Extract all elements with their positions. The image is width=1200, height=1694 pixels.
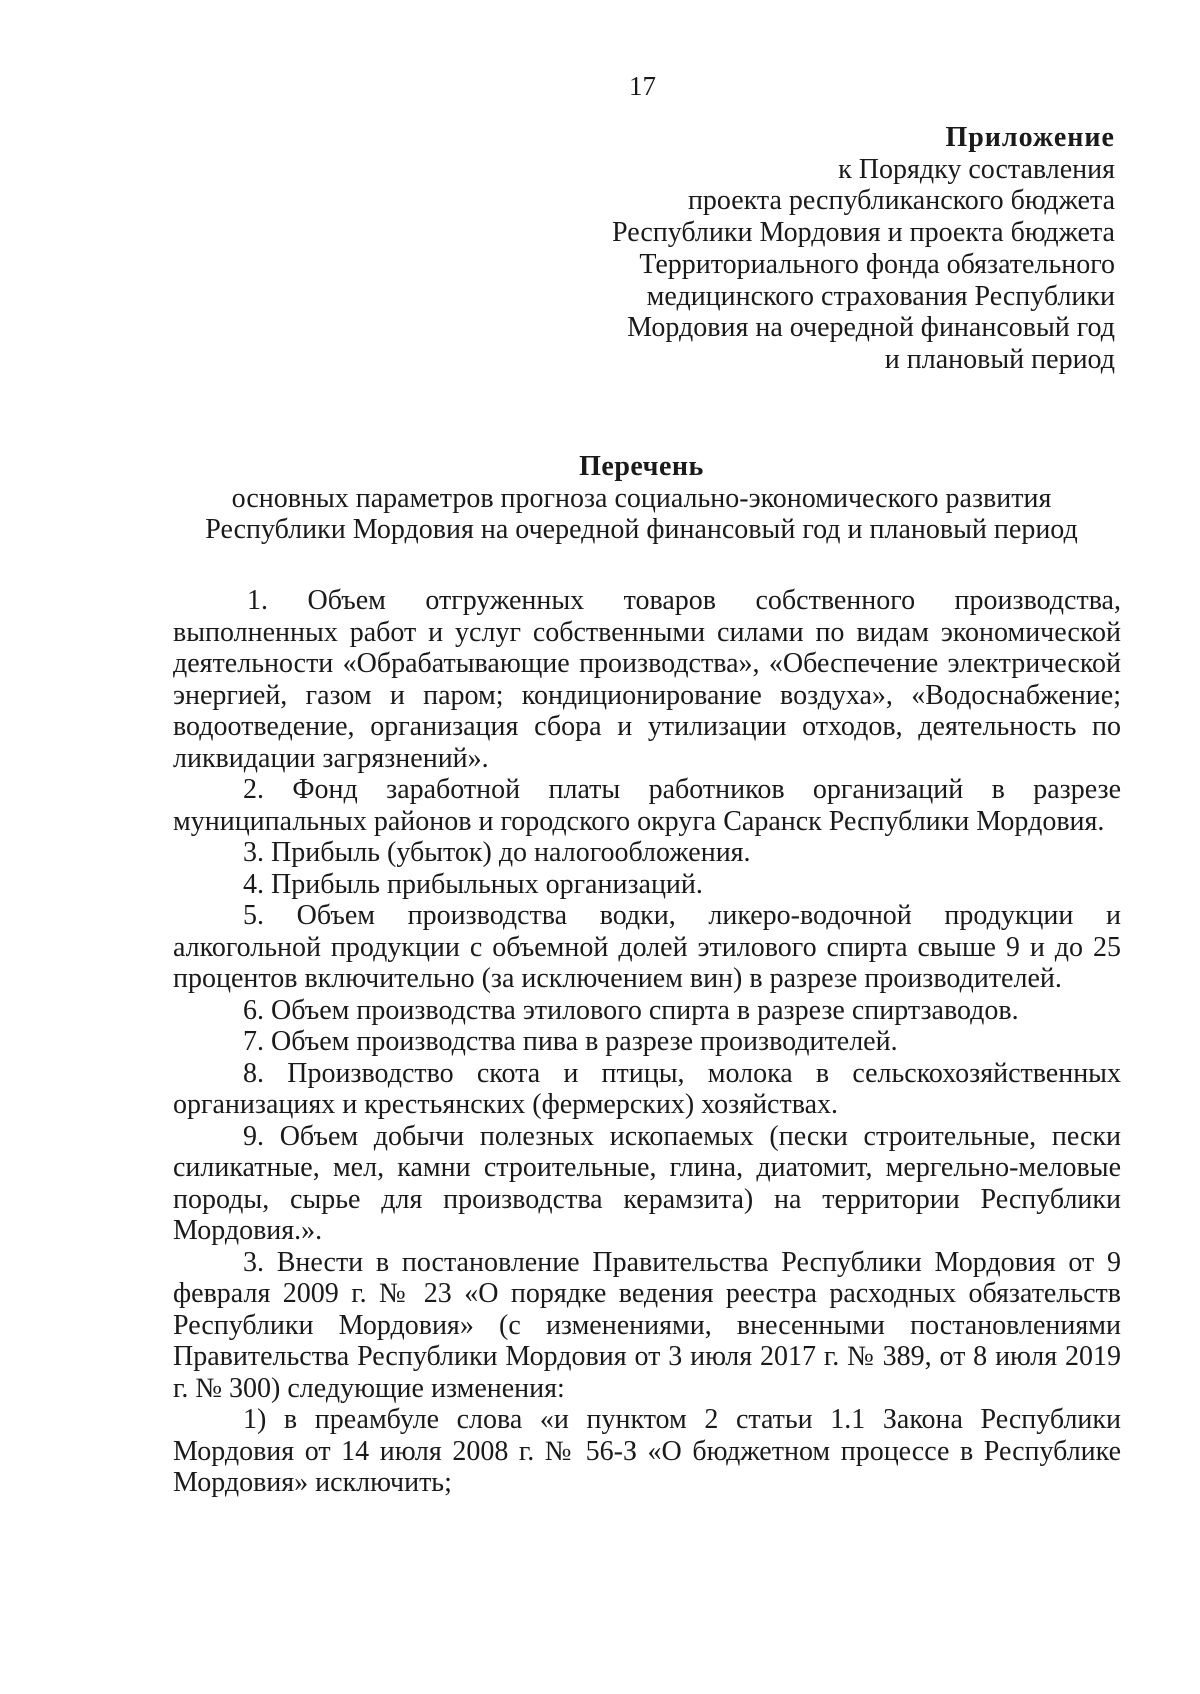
list-item-3: 3. Прибыль (убыток) до налогообложения. [243, 837, 751, 868]
amendment-subitem-1: 1) в преамбуле слова «и пунктом 2 статьи 1.1 Закона Республики Мордовия от 14 июля 2008 г. № 56-З «О бюджетном процессе в Республике Мордовия» исключить; [173, 1404, 1121, 1498]
list-item-5: 5. Объем производства водки, ликеро-водочной продукции и алкогольной продукции с объемной долей этилового спирта свыше 9 и до 25 процентов включительно (за исключением вин) в разрезе производителей. [173, 900, 1121, 994]
list-item-1: 1. Объем отгруженных товаров собственного производства, выполненных работ и услуг собственными силами по видам экономической деятельности «Обрабатывающие производства», «Обеспечение электрической энергией, газом и паром; кондиционирование воздуха», «Водоснабжение; водоотведение, организация сбора и утилизации отходов, деятельность по ликвидации загрязнений». [173, 585, 1121, 774]
amendment-paragraph: 3. Внести в постановление Правительства Республики Мордовия от 9 февраля 2009 г. № 23 «О порядке ведения реестра расходных обязательств Республики Мордовия» (с изменениями, внесенными постановлениями Правительства Республики Мордовия от 3 июля 2017 г. № 389, от 8 июля 2019 г. № 300) следующие изменения: [173, 1246, 1121, 1404]
list-item-8: 8. Производство скота и птицы, молока в сельскохозяйственных организациях и крестьянских (фермерских) хозяйствах. [173, 1057, 1121, 1120]
list-title: Перечень [579, 451, 704, 482]
list-subtitle-line: Республики Мордовия на очередной финансовый год и плановый период [205, 514, 1078, 545]
appendix-line: Республики Мордовия и проекта бюджета [611, 217, 1115, 249]
list-heading [160, 451, 1123, 546]
list-item-4: 4. Прибыль прибыльных организаций. [243, 868, 703, 900]
appendix-line: проекта республиканского бюджета [687, 185, 1115, 217]
appendix-line: и плановый период [884, 343, 1115, 375]
list-item-6: 6. Объем производства этилового спирта в разрезе спиртзаводов. [243, 994, 1019, 1026]
appendix-title: Приложение [945, 122, 1115, 153]
appendix-line: к Порядку составления [838, 153, 1115, 185]
list-item-2: 2. Фонд заработной платы работников организаций в разрезе муниципальных районов и городского округа Саранск Республики Мордовия. [173, 774, 1121, 837]
appendix-block [495, 122, 1115, 376]
page-number: 17 [629, 71, 656, 101]
list-item-9: 9. Объем добычи полезных ископаемых (пески строительные, пески силикатные, мел, камни строительные, глина, диатомит, мергельно-меловые породы, сырье для производства керамзита) на территории Республики Мордовия.». [173, 1120, 1121, 1246]
appendix-line: Территориального фонда обязательного [639, 248, 1115, 280]
appendix-line: медицинского страхования Республики [646, 280, 1115, 312]
list-item-7: 7. Объем производства пива в разрезе производителей. [243, 1026, 898, 1057]
appendix-line: Мордовия на очередной финансовый год [627, 312, 1115, 344]
document-body [173, 585, 1121, 1499]
list-subtitle-line: основных параметров прогноза социально-экономического развития [231, 482, 1052, 514]
